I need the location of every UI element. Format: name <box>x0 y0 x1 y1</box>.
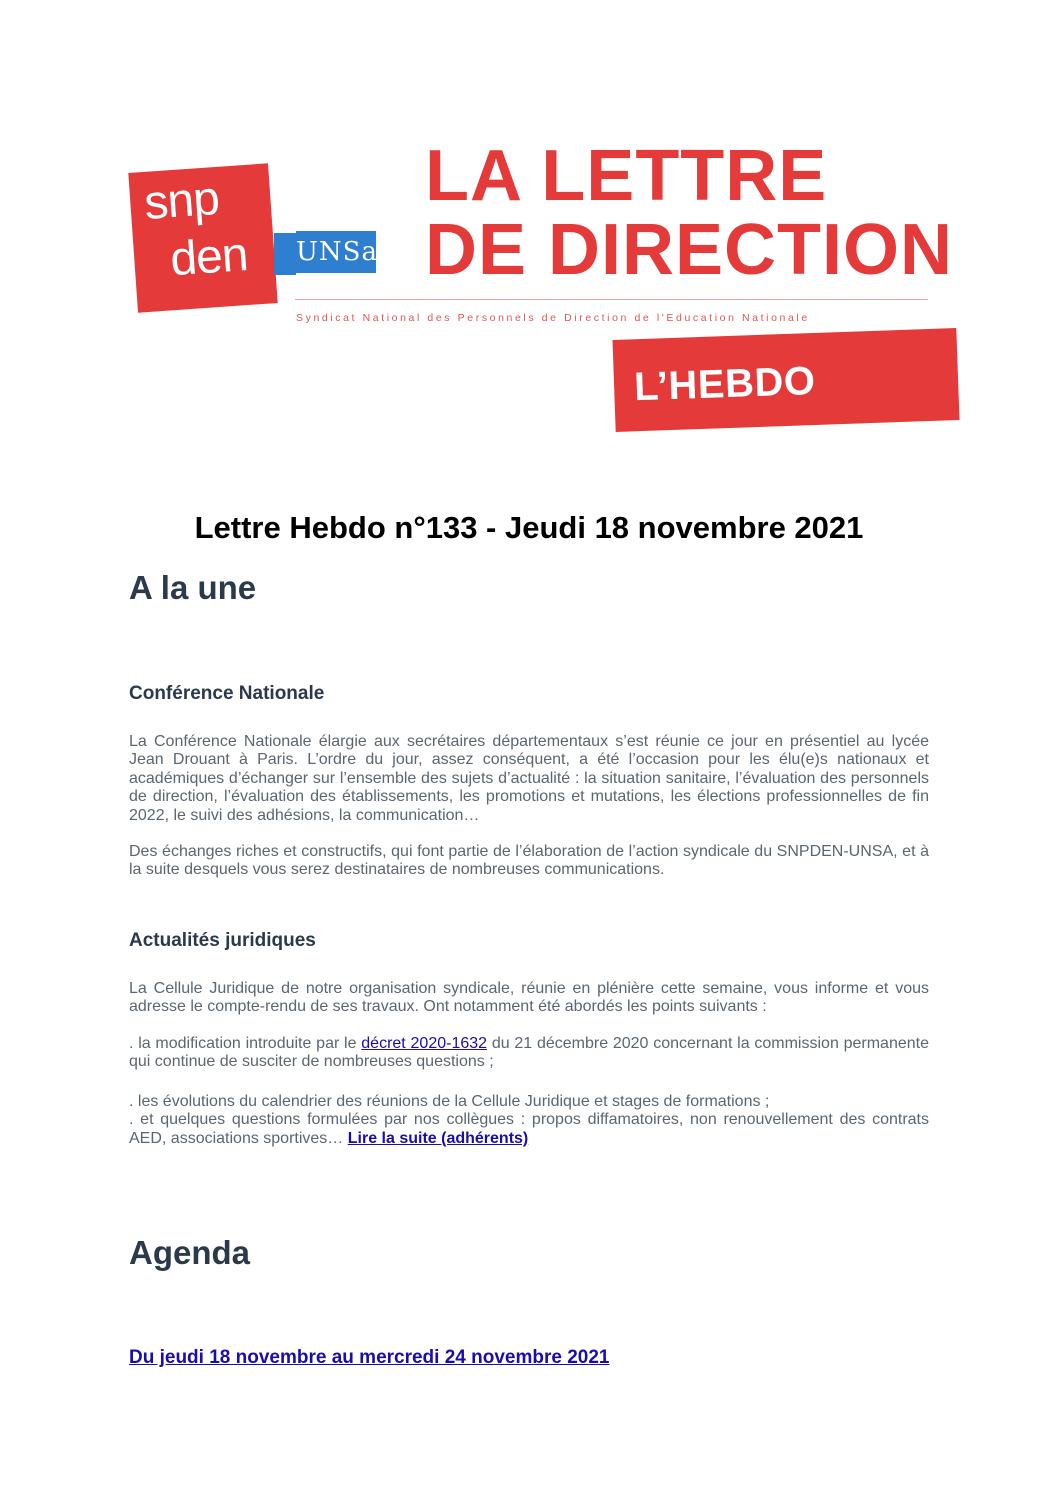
article-title-juridique: Actualités juridiques <box>129 930 316 951</box>
article-title-conference: Conférence Nationale <box>129 683 325 704</box>
read-more-link[interactable]: Lire la suite (adhérents) <box>347 1129 529 1147</box>
article-paragraph: La Cellule Juridique de notre organisation syndicale, réunie en plénière cette semaine, vous informe et vous adresse le compte-rendu de ses travaux. Ont notamment été abordés les points suivants : <box>129 980 929 1016</box>
section-heading-une: A la une <box>129 569 257 606</box>
unsa-logo-text: UNSa <box>296 231 376 273</box>
decret-link[interactable]: décret 2020-1632 <box>361 1035 488 1052</box>
agenda-range-link[interactable]: Du jeudi 18 novembre au mercredi 24 novembre 2021 <box>129 1347 610 1368</box>
article-paragraph: . les évolutions du calendrier des réunions de la Cellule Juridique et stages de formations ; . et quelques questions formulées par nos collègues : propos diffamatoires, non renouvellement des contrats AED, associations sportives… Lire la suite (adhérents) <box>129 1093 929 1147</box>
hebdo-badge-text: L’HEBDO <box>633 358 817 410</box>
unsa-logo <box>274 229 399 279</box>
article-paragraph: . la modification introduite par le décret 2020-1632 du 21 décembre 2020 concernant la commission permanente qui continue de susciter de nombreuses questions ; <box>129 1035 929 1071</box>
article-paragraph: Des échanges riches et constructifs, qui font partie de l’élaboration de l’action syndicale du SNPDEN-UNSA, et à la suite desquels vous serez destinataires de nombreuses communications. <box>129 843 929 879</box>
banner-divider <box>295 299 928 300</box>
section-heading-agenda: Agenda <box>129 1234 251 1271</box>
masthead <box>0 0 1058 460</box>
article-paragraph: La Conférence Nationale élargie aux secrétaires départementaux s’est réunie ce jour en présentiel au lycée Jean Drouant à Paris. L’ordre du jour, assez conséquent, a été l’occasion pour les élu(e)s nationaux et académiques d’échanger sur l’ensemble des sujets d’actualité : la situation sanitaire, l’évaluation des personnels de direction, l’évaluation des établissements, les promotions et mutations, les élections professionnelles de fin 2022, le suivi des adhésions, la communication… <box>129 733 929 824</box>
logo-snp-text: snp <box>142 171 221 230</box>
logo-den-text: den <box>168 228 250 287</box>
publication-title-line2: DE DIRECTION <box>425 210 954 290</box>
hebdo-badge <box>612 328 959 432</box>
publication-title-line1: LA LETTRE <box>425 136 828 216</box>
publication-subtitle: Syndicat National des Personnels de Direction de l'Education Nationale <box>296 312 810 324</box>
snpden-logo <box>128 163 277 312</box>
issue-title: Lettre Hebdo n°133 - Jeudi 18 novembre 2021 <box>194 510 864 545</box>
publication-title <box>425 136 954 290</box>
